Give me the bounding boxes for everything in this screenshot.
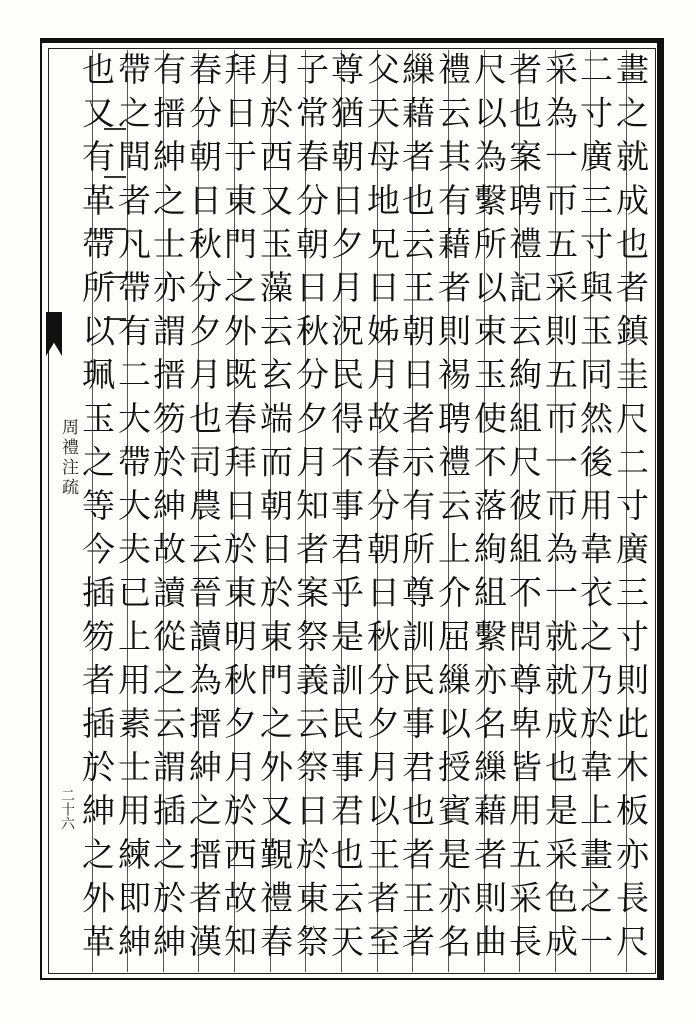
text-column: 月於西又玉藻云玄端而朝日於東門之外又覲禮春 bbox=[255, 52, 294, 968]
page-number: 二十六 bbox=[59, 788, 75, 830]
right-border bbox=[657, 38, 663, 980]
text-column: 畫之就成也者鎮圭尺二寸廣三寸則此木板亦長尺 bbox=[611, 52, 650, 968]
text-column: 春分朝日秋分夕月也司農云晉讀為搢紳之搢者漢 bbox=[184, 52, 223, 968]
text-column: 尊猶朝日夕月況民得不事君乎是訓民事君也云天 bbox=[326, 52, 365, 968]
text-column: 繅藉者也云王朝日者示有所尊訓民事君也者王者 bbox=[397, 52, 436, 968]
margin-title: 周禮注疏 bbox=[58, 418, 78, 498]
text-column: 帶之間者凡帶有二大帶大夫已上用素士用練即紳 bbox=[113, 52, 152, 968]
text-column: 者也案聘禮記云絢組尺彼組不問尊卑皆用五采長 bbox=[504, 52, 543, 968]
text-column: 二寸廣三寸與玉同然後用韋衣之乃於韋上畫之一 bbox=[575, 52, 614, 968]
text-column: 禮云其有藉者則裼聘禮云上介屈繅以授賓是亦名 bbox=[433, 52, 472, 968]
text-column: 也又有革帶所以珮玉之等今插笏者插於紳之外革 bbox=[77, 52, 116, 968]
text-column: 尺以為繫所以束玉使不落絢組繫亦名繅藉者則曲 bbox=[469, 52, 508, 968]
text-column: 父天母地兄日姊月故春分朝日秋分夕月以王者至 bbox=[362, 52, 401, 968]
text-column: 子常春分朝日秋分夕月知者案祭義云祭日於東祭 bbox=[291, 52, 330, 968]
text-column: 有搢紳之士亦謂搢笏於紳故讀從之云謂插之於紳 bbox=[148, 52, 187, 968]
text-column: 拜日于東門之外既春拜日於東明秋夕月於西故知 bbox=[219, 52, 258, 968]
text-column: 采為一帀五采則五帀一帀為一就就成也是采色成 bbox=[540, 52, 579, 968]
